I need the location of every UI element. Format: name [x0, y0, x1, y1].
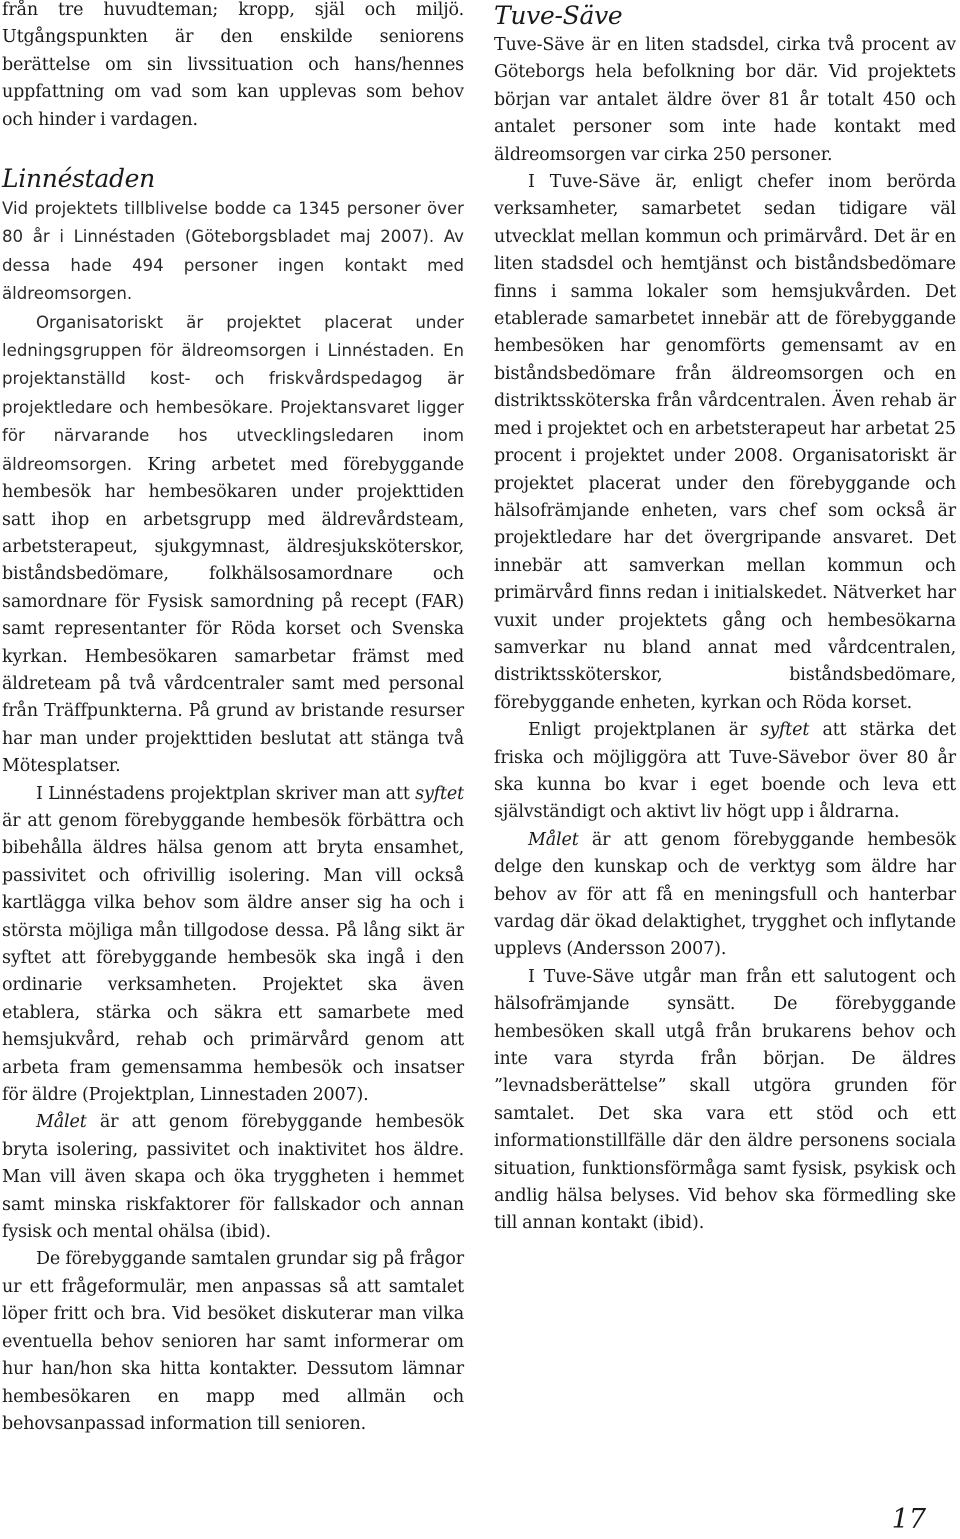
- tuve-goal-text: är att genom förebyggande hembesök delge den kunskap och de verktyg som äldre har behov av för att få en meningsfull och hanterbar vardag där ökad delaktighet, trygghet och inflytande upplevs (Andersson 2007).: [494, 829, 956, 960]
- right-column: [494, 0, 956, 1238]
- intro-fragment: från tre huvudteman; kropp, själ och miljö. Utgångspunkten är den enskilde seniorens berättelse om sin livssituation och hans/hennes uppfattning om vad som kan upplevas som behov och hinder i vardagen.: [2, 0, 464, 130]
- paragraph-tuve-purpose: [494, 717, 956, 827]
- left-column: [2, 0, 464, 1438]
- paragraph-organisation: [2, 309, 464, 781]
- tuve-purpose-intro-text: Enligt projektplanen är: [528, 720, 761, 741]
- population-sentence: Vid projektets tillblivelse bodde ca 1345 personer över 80 år i Linnéstaden (Göteborgsbladet maj 2007).: [2, 199, 464, 247]
- organisation-serif-text: Kring arbetet med förebyggande hembesök har hembesökaren under projekttiden satt ihop en arbetsgrupp med äldrevårdsteam, arbetsterapeut, sjukgymnast, äldresjuksköterskor, biståndsbedömare, folkhälsosamordnare och samordnare för Fysisk samordning på recept (FAR) samt representanter för Röda korset och Svenska kyrkan. Hembesökaren samarbetar främst med äldreteam på två vårdcentraler samt med personal från Träffpunkterna. På grund av bristande resurser har man under projekttiden beslutat att stänga två Mötesplatser.: [2, 454, 464, 777]
- purpose-intro-text: I Linnéstadens projektplan skriver man att: [36, 783, 416, 804]
- organisation-sans-text: Organisatoriskt är projektet placerat under ledningsgruppen för äldreomsorgen i Linnéstaden. En projektanställd kost- och friskvårdspedagog är projektledare och hembesökare. Projektansvaret ligger för närvarande hos utvecklingsledaren inom äldreomsorgen.: [2, 312, 464, 474]
- paragraph-goal: [2, 1109, 464, 1246]
- page-number: 17: [891, 1504, 926, 1535]
- tuve-purpose-emphasis: syftet: [760, 720, 810, 741]
- purpose-emphasis: syftet: [415, 783, 464, 804]
- tuve-goal-emphasis: Målet: [528, 829, 579, 850]
- paragraph-conversations: De förebyggande samtalen grundar sig på frågor ur ett frågeformulär, men anpassas så att samtalet löper fritt och bra. Vid besöket diskuterar man vilka eventuella behov senioren har samt informerar om hur han/hon ska hitta kontakter. Dessutom lämnar hembesökaren en mapp med allmän och behovsanpassad information till senioren.: [2, 1249, 464, 1434]
- section-heading-linnestaden: Linnéstaden: [2, 164, 155, 194]
- tuve-purpose-text: att stärka det friska och möjliggöra att Tuve-Sävebor över 80 år ska kunna bo kvar i eget boende och leva ett självständigt och aktivt liv högt upp i åldrarna.: [494, 720, 956, 823]
- paragraph-purpose: [2, 781, 464, 1110]
- paragraph-tuve-intro: Tuve-Säve är en liten stadsdel, cirka två procent av Göteborgs hela befolkning bor där. Vid projektets början var antalet äldre över 81 år totalt 450 och antalet personer som inte hade kontakt med äldreomsorgen var cirka 250 personer.: [494, 35, 956, 165]
- paragraph-population: [2, 195, 464, 309]
- paragraph-tuve-goal: [494, 827, 956, 964]
- goal-emphasis: Målet: [36, 1112, 87, 1133]
- section-heading-tuve-save: Tuve-Säve: [494, 1, 623, 30]
- paragraph-tuve-collaboration: I Tuve-Säve är, enligt chefer inom berörda verksamheter, samarbetet sedan tidigare väl utvecklat mellan kommun och primärvård. Det är en liten stadsdel och hemtjänst och biståndsbedömare finns i samma lokaler som hemsjukvården. Det etablerade samarbetet innebär att de förebyggande hembesöken har genomförts gemensamt av en biståndsbedömare från äldreomsorgen och en distriktssköterska från vårdcentralen. Även rehab är med i projektet och en arbetsterapeut har arbetat 25 procent i projektet under 2008. Organisatoriskt är projektet placerat under den förebyggande och hälsofrämjande enheten, vars chef som också är projektledare har det övergripande ansvaret. Det innebär att samverkan mellan kommun och primärvård finns redan i initialskedet. Nätverket har vuxit under projektets gång och hembesökarna samverkar nu bland annat med vårdcentralen, distriktssköterskor, biståndsbedömare, förebyggande enheten, kyrkan och Röda korset.: [494, 172, 956, 713]
- goal-text: är att genom förebyggande hembesök bryta isolering, passivitet och inaktivitet hos äldre. Man vill även skapa och öka tryggheten i hemmet samt minska riskfaktorer för fallskador och annan fysisk och mental ohälsa (ibid).: [2, 1112, 464, 1243]
- purpose-text: är att genom förebyggande hembesök förbättra och bibehålla äldres hälsa genom att bryta ensamhet, passivitet och ofrivillig isolering. Man vill också kartlägga vilka behov som äldre anser sig ha och i största möjliga mån tillgodose dessa. På lång sikt är syftet att förebyggande hembesök ska ingå i den ordinarie verksamheten. Projektet ska även etablera, stärka och säkra ett samarbete med hemsjukvård, rehab och primärvård genom att arbeta fram gemensamma hembesök och insatser för äldre (Projektplan, Linnestaden 2007).: [2, 810, 464, 1106]
- paragraph-tuve-approach: I Tuve-Säve utgår man från ett salutogent och hälsofrämjande synsätt. De förebyggande hembesöken skall utgå från brukarens behov och inte vara styrda från början. De äldres ”levnadsberättelse” skall utgöra grunden för samtalet. Det ska vara ett stöd och ett informationstillfälle där den äldre personens sociala situation, funktionsförmåga samt fysisk, psykisk och andlig hälsa belyses. Vid behov ska förmedling ske till annan kontakt (ibid).: [494, 966, 956, 1234]
- no-contact-sentence: Av dessa hade 494 personer ingen kontakt med äldreomsorgen.: [2, 227, 464, 304]
